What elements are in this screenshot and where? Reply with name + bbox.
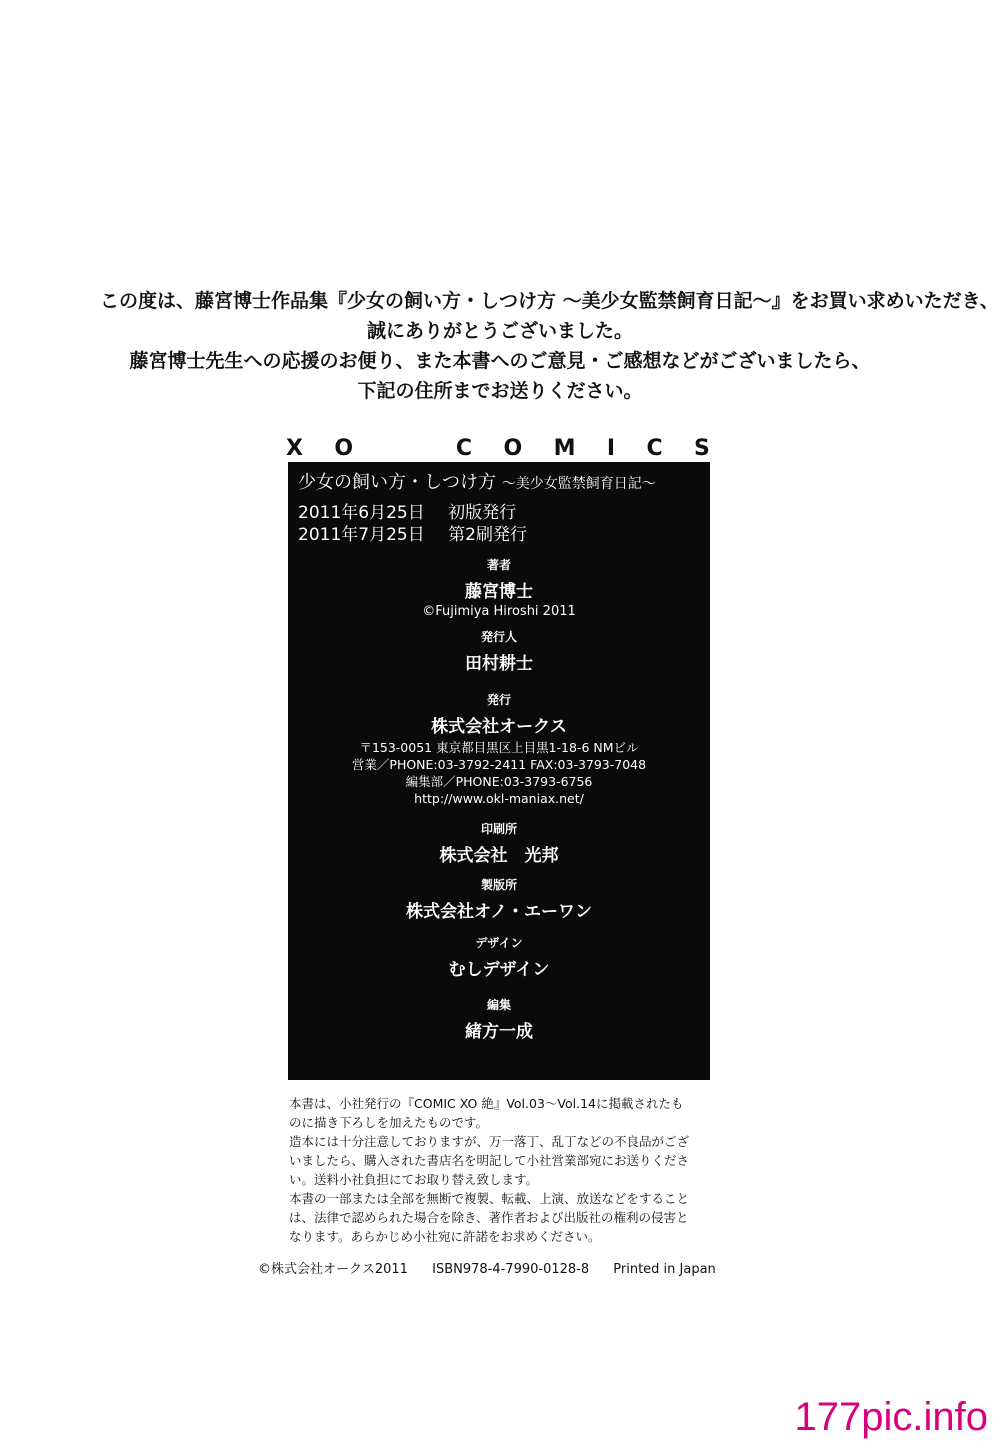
note-line: 本書は、小社発行の『COMIC XO 絶』Vol.03～Vol.14に掲載されたも [289,1096,684,1111]
printer-name: 株式会社 光邦 [439,846,559,866]
footer-line [258,1258,736,1277]
series-letter: O [503,436,523,461]
series-letter: C [455,436,473,461]
series-letter: C [646,436,663,461]
editor-role: 編集 [486,998,511,1012]
series-letter: S [694,436,710,461]
note-line: 造本には十分注意しておりますが、万一落丁、乱丁などの不良品がござ [289,1134,690,1149]
footer-isbn: ISBN978-4-7990-0128-8 [432,1262,590,1277]
editor-block [288,996,710,1042]
plate-role: 製版所 [480,878,517,892]
date-value: 2011年7月25日 [298,525,425,545]
design-name: むしデザイン [448,960,550,980]
publication-date-2 [298,520,527,545]
book-title-main: 少女の飼い方・しつけ方 [298,472,496,493]
author-block [288,556,710,619]
author-role: 著者 [486,558,511,572]
design-block [288,934,710,980]
editor-name: 緒方一成 [465,1022,533,1042]
note-line: 本書の一部または全部を無断で複製、転載、上演、放送などをすること [289,1191,690,1206]
issuer-block [288,628,710,674]
series-letter: O [334,436,354,461]
plate-block [288,876,710,922]
note-line: いましたら、購入された書店名を明記して小社営業部宛にお送りくださ [289,1153,690,1168]
design-role: デザイン [475,936,523,950]
note-line: なります。あらかじめ小社宛に許諾をお求めください。 [289,1229,601,1244]
colophon-box [288,462,710,1080]
printer-block [288,820,710,866]
footer-printed: Printed in Japan [613,1262,716,1277]
note-line: い。送料小社負担にてお取り替え致します。 [289,1172,539,1187]
legal-notes [289,1094,729,1246]
sales-phone: 営業／PHONE:03-3792-2411 FAX:03-3793-7048 [351,757,647,772]
edition-label: 第2刷発行 [448,525,527,545]
thanks-line: 下記の住所までお送りください。 [357,380,643,402]
issuer-name: 田村耕士 [465,654,533,674]
book-title [298,468,656,494]
series-title [286,436,710,461]
author-copyright: ©Fujimiya Hiroshi 2011 [422,604,576,619]
book-subtitle: ～美少女監禁飼育日記～ [501,476,656,492]
date-value: 2011年6月25日 [298,503,425,523]
thanks-line: 誠にありがとうございました。 [366,320,633,342]
plate-name: 株式会社オノ・エーワン [406,902,592,922]
note-line: のに描き下ろしを加えたものです。 [289,1115,489,1130]
footer-copyright: ©株式会社オークス2011 [258,1262,408,1277]
thanks-message [100,286,999,406]
series-letter: I [606,436,616,461]
edition-label: 初版発行 [448,503,517,523]
series-letter: X [286,436,303,461]
publisher-block [288,691,710,807]
editorial-phone: 編集部／PHONE:03-3793-6756 [405,774,593,789]
thanks-line: この度は、藤宮博士作品集『少女の飼い方・しつけ方 ～美少女監禁飼育日記～』をお買い求めいただき、 [100,290,999,312]
publisher-name: 株式会社オークス [431,717,567,737]
publisher-address: 〒153-0051 東京都目黒区上目黒1-18-6 NMビル [359,740,639,755]
publisher-role: 発行 [486,693,511,707]
author-name: 藤宮博士 [465,582,533,602]
series-gap [384,436,424,461]
printer-role: 印刷所 [480,822,517,836]
note-line: は、法律で認められた場合を除き、著作者および出版社の権利の侵害と [289,1210,689,1225]
issuer-role: 発行人 [480,630,517,644]
publisher-url: http://www.okl-maniax.net/ [414,791,584,806]
site-watermark: 177pic.info [794,1395,988,1439]
thanks-line: 藤宮博士先生への応援のお便り、また本書へのご意見・ご感想などがございましたら、 [129,350,871,372]
series-letter: M [553,436,576,461]
